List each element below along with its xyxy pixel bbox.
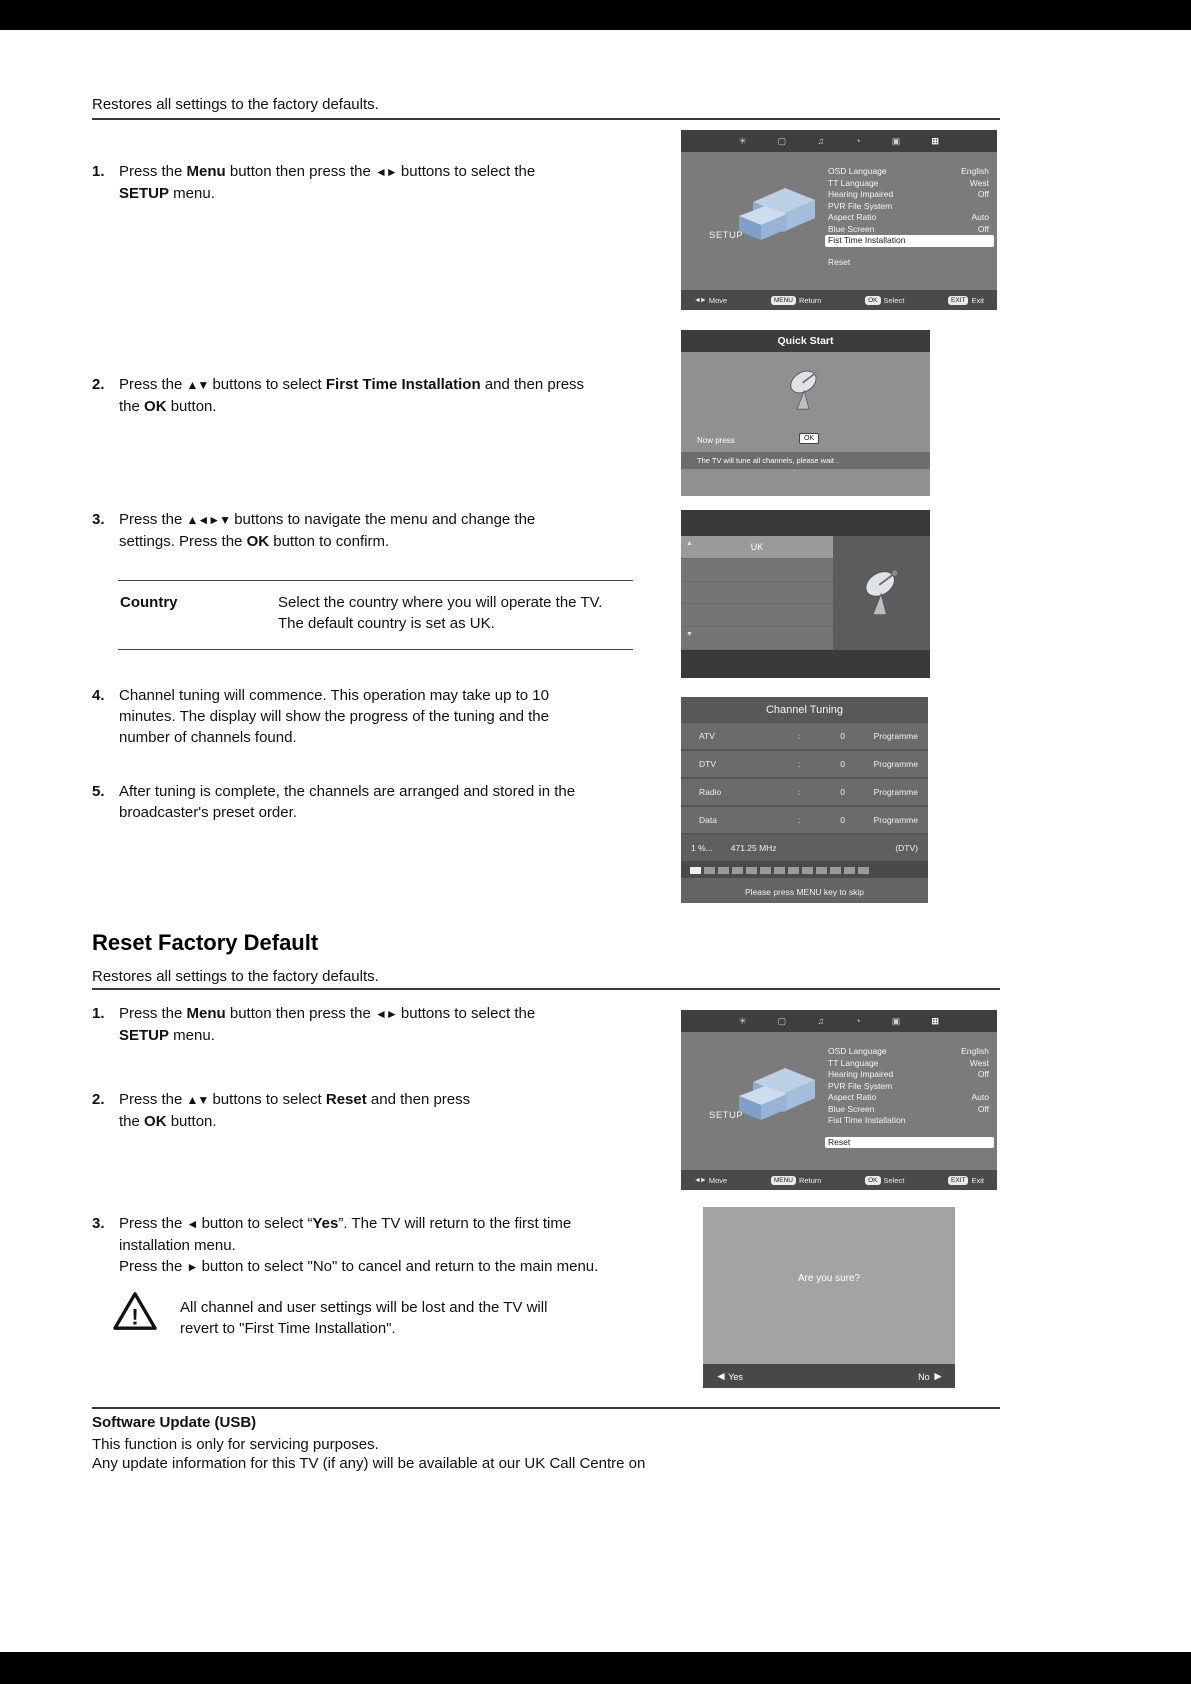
menu-item-pvr-file-system <box>828 1081 989 1093</box>
menu-item-label: Hearing Impaired <box>828 189 894 199</box>
now-press-label: Now press <box>697 436 735 445</box>
section-heading: Reset Factory Default <box>92 930 319 955</box>
confirm-question: Are you sure? <box>797 1273 861 1284</box>
channel-tuning-title: Channel Tuning <box>681 697 928 723</box>
page-bottom-border <box>0 1652 1191 1684</box>
menu-item-value: Auto <box>971 212 989 222</box>
display-icon: ▢ <box>777 1015 787 1026</box>
menu-item-tt-language <box>828 1058 989 1070</box>
tuning-row-data: Data : 0 Programme <box>681 807 928 835</box>
clock-icon: ◔ <box>855 1016 861 1026</box>
step-4-fti: 4. Channel tuning will commence. This operation may take up to 10 minutes. The display will show the progress of the tuning and the number of channels found. <box>92 687 549 746</box>
osd-key-hints <box>681 290 997 310</box>
country-option-selected: UK <box>681 536 833 559</box>
menu-item-value: Off <box>977 1103 989 1114</box>
divider <box>92 118 1000 120</box>
menu-item-value: Off <box>977 189 989 199</box>
step-3-fti: 3. Press the ▲◄►▼ buttons to navigate the menu and change the settings. Press the OK button to confirm. <box>92 511 536 550</box>
divider <box>92 1407 1000 1409</box>
menu-item-value: English <box>961 1046 989 1056</box>
footer-title: Software Update (USB) <box>92 1414 257 1431</box>
satellite-dish-icon <box>781 364 829 416</box>
setup-menu-list <box>828 166 989 268</box>
menu-item-label: TT Language <box>828 177 879 188</box>
country-option <box>681 559 833 582</box>
country-setting-desc: Select the country where you will operate the TV. <box>278 594 603 611</box>
setup-menu-screenshot-fti <box>681 130 997 310</box>
menu-item-label: OSD Language <box>828 1046 887 1056</box>
sound-icon: ♫ <box>817 136 825 146</box>
menu-item-reset <box>828 257 989 269</box>
menu-item-first-time-installation <box>828 1115 989 1127</box>
hint-move: ◄► Move <box>694 1175 728 1185</box>
right-arrow: ► <box>932 1369 943 1383</box>
menu-item-value: West <box>969 1057 989 1068</box>
country-select-screenshot <box>681 510 930 678</box>
tuning-wait-message: The TV will tune all channels, please wait . <box>681 452 930 469</box>
scroll-down-icon: ▼ <box>686 631 693 638</box>
setup-grid-icon: ⊞ <box>931 135 939 146</box>
step-2-reset: 2. Press the ▲▼ buttons to select Reset and then press the OK button. <box>92 1091 471 1130</box>
step-1-reset: 1. Press the Menu button then press the ◄► buttons to select the SETUP menu. <box>92 1005 536 1044</box>
tuning-row-dtv: DTV : 0 Programme <box>681 751 928 779</box>
setup-boxes-illustration <box>731 182 823 246</box>
country-option <box>681 627 833 650</box>
setup-boxes-illustration <box>731 1062 823 1126</box>
setup-menu-title: SETUP <box>709 230 744 241</box>
menu-item-value: Off <box>977 1069 989 1079</box>
up-down-arrows: ▲▼ <box>186 1093 209 1107</box>
step-3-reset: 3. Press the ◄ button to select “Yes”. The TV will return to the first time installation menu. Press the ► button to select "No" to cancel and return to the main menu. <box>92 1215 599 1275</box>
menu-item-osd-language <box>828 166 989 178</box>
tuning-row-radio: Radio : 0 Programme <box>681 779 928 807</box>
menu-item-reset <box>825 1137 994 1149</box>
hint-ok-select: OK Select <box>865 296 904 305</box>
menu-key-badge: MENU <box>771 1176 796 1185</box>
ok-key-badge: OK <box>799 433 819 444</box>
exit-key-badge: EXIT <box>948 1176 968 1185</box>
hint-exit: EXIT Exit <box>948 1176 984 1185</box>
yes-option: ◄ Yes <box>715 1369 743 1383</box>
osd-icon-bar <box>681 130 997 152</box>
lock-icon: ▣ <box>891 1015 901 1026</box>
left-arrow: ◄ <box>715 1369 726 1383</box>
quick-start-screenshot <box>681 330 930 496</box>
picture-icon: ✳ <box>739 1015 747 1026</box>
country-setting-label: Country <box>120 594 178 611</box>
menu-item-label: Fist Time Installation <box>828 1115 906 1125</box>
menu-item-label: Fist Time Installation <box>828 235 906 245</box>
menu-item-label: Aspect Ratio <box>828 212 877 222</box>
left-right-arrows: ◄► <box>374 165 397 179</box>
menu-item-pvr-file-system <box>828 201 989 213</box>
picture-icon: ✳ <box>739 135 747 146</box>
clock-icon: ◔ <box>855 136 861 146</box>
setup-menu-title: SETUP <box>709 1110 744 1121</box>
confirm-footer <box>703 1364 955 1388</box>
svg-text:!: ! <box>131 1304 139 1330</box>
right-arrow: ► <box>186 1260 198 1274</box>
ok-key-badge: OK <box>865 1176 880 1185</box>
menu-item-hearing-impaired <box>828 1069 989 1081</box>
exit-key-badge: EXIT <box>948 296 968 305</box>
country-setting-desc: The default country is set as UK. <box>278 615 495 632</box>
menu-item-aspect-ratio <box>828 1092 989 1104</box>
menu-item-blue-screen <box>828 1104 989 1116</box>
menu-item-value: English <box>961 166 989 176</box>
menu-item-label: OSD Language <box>828 166 887 176</box>
menu-item-first-time-installation <box>825 235 994 247</box>
no-option: No ► <box>918 1369 943 1383</box>
setup-menu-list <box>828 1046 989 1148</box>
confirm-dialog-screenshot <box>703 1207 955 1388</box>
tuning-row-atv: ATV : 0 Programme <box>681 723 928 751</box>
menu-item-value: West <box>969 177 989 188</box>
menu-item-tt-language <box>828 178 989 190</box>
menu-item-osd-language <box>828 1046 989 1058</box>
menu-item-label: Hearing Impaired <box>828 1069 894 1079</box>
hint-move: ◄► Move <box>694 295 728 305</box>
country-screen-header <box>681 510 930 536</box>
hint-menu-return: MENU Return <box>771 1176 822 1185</box>
osd-key-hints <box>681 1170 997 1190</box>
menu-item-label: Reset <box>828 256 851 267</box>
country-option <box>681 582 833 605</box>
menu-item-label: PVR File System <box>828 1080 893 1091</box>
menu-item-value: Off <box>977 223 989 234</box>
menu-item-blue-screen <box>828 224 989 236</box>
setup-grid-icon: ⊞ <box>931 1015 939 1026</box>
country-preview-pane <box>833 536 930 650</box>
menu-item-label: Reset <box>828 1136 851 1147</box>
country-screen-footer <box>681 650 930 678</box>
satellite-dish-icon <box>854 564 910 622</box>
hint-exit: EXIT Exit <box>948 296 984 305</box>
setup-menu-screenshot-reset <box>681 1010 997 1190</box>
channel-tuning-screenshot <box>681 697 928 903</box>
country-list <box>681 536 833 650</box>
menu-item-label: Blue Screen <box>828 1103 875 1114</box>
hint-menu-return: MENU Return <box>771 296 822 305</box>
menu-item-label: PVR File System <box>828 200 893 211</box>
menu-item-label: Blue Screen <box>828 223 875 234</box>
quick-start-title: Quick Start <box>681 330 930 352</box>
tuning-progress-line: 1 %... 471.25 MHz (DTV) <box>681 835 928 862</box>
nav-arrows: ▲◄►▼ <box>186 513 231 527</box>
menu-item-label: Aspect Ratio <box>828 1092 877 1102</box>
step-1-fti: 1. Press the Menu button then press the ◄► buttons to select the SETUP menu. <box>92 163 536 202</box>
left-right-arrows: ◄► <box>374 1007 397 1021</box>
country-setting-table <box>118 580 633 650</box>
footer-line: Any update information for this TV (if any) will be available at our UK Call Centre on <box>92 1455 646 1472</box>
hint-ok-select: OK Select <box>865 1176 904 1185</box>
skip-hint: Please press MENU key to skip <box>681 878 928 903</box>
display-icon: ▢ <box>777 135 787 146</box>
footer-line: This function is only for servicing purposes. <box>92 1436 379 1453</box>
country-option <box>681 604 833 627</box>
left-arrow: ◄ <box>186 1217 198 1231</box>
intro-text: Restores all settings to the factory defaults. <box>92 96 379 113</box>
scroll-up-icon: ▲ <box>686 540 693 547</box>
section-intro: Restores all settings to the factory defaults. <box>92 968 379 985</box>
warning-icon <box>112 1290 158 1332</box>
move-icon: ◄► <box>694 1176 706 1184</box>
move-icon: ◄► <box>694 296 706 304</box>
osd-icon-bar <box>681 1010 997 1032</box>
lock-icon: ▣ <box>891 135 901 146</box>
tuning-progress-bar <box>681 862 928 878</box>
divider <box>92 988 1000 990</box>
step-2-fti: 2. Press the ▲▼ buttons to select First Time Installation and then press the OK button. <box>92 376 585 415</box>
warning-text: All channel and user settings will be lost and the TV will revert to "First Time Installation". <box>180 1299 548 1337</box>
menu-item-label: TT Language <box>828 1057 879 1068</box>
up-down-arrows: ▲▼ <box>186 378 209 392</box>
menu-key-badge: MENU <box>771 296 796 305</box>
ok-key-badge: OK <box>865 296 880 305</box>
menu-item-hearing-impaired <box>828 189 989 201</box>
menu-item-value: Auto <box>971 1092 989 1102</box>
step-5-fti: 5. After tuning is complete, the channels are arranged and stored in the broadcaster's preset order. <box>92 783 576 821</box>
page-top-border <box>0 0 1191 30</box>
menu-item-aspect-ratio <box>828 212 989 224</box>
sound-icon: ♫ <box>817 1016 825 1026</box>
